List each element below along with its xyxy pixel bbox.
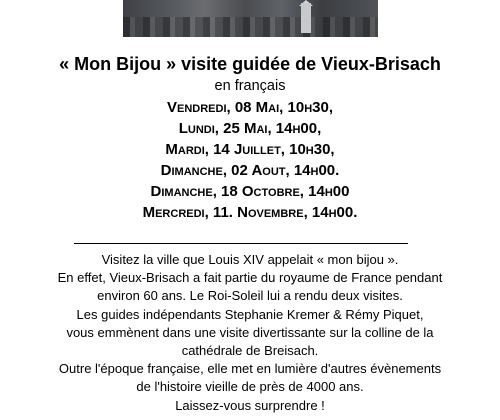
photo-rooftops (123, 17, 378, 37)
description-line: environ 60 ans. Le Roi-Soleil lui a rendu deux visites. (97, 288, 403, 304)
divider-rule (74, 243, 408, 244)
description-line: En effet, Vieux-Brisach a fait partie du royaume de France pendant (57, 270, 443, 286)
description-line: de l'histoire vieille de près de 4000 ans. (136, 379, 364, 395)
description-text (0, 251, 500, 415)
description-line: Visitez la ville que Louis XIV appelait « mon bijou ». (101, 252, 399, 267)
tour-date: Mardi, 14 Juillet, 10h30, (165, 141, 335, 158)
tour-dates-list (0, 97, 500, 223)
description-line: Laissez-vous surprendre ! (175, 397, 325, 413)
tour-date: Lundi, 25 Mai, 14h00, (178, 120, 322, 137)
tour-date: Vendredi, 08 Mai, 10h30, (166, 99, 333, 116)
tour-date: Mercredi, 11. Novembre, 14h00. (142, 204, 358, 221)
description-line: vous emmènent dans une visite divertissante sur la colline de la (66, 324, 434, 340)
tour-date: Dimanche, 18 Octobre, 14h00 (150, 183, 350, 200)
photo-cathedral-spire (301, 3, 311, 33)
description-line: Les guides indépendants Stephanie Kremer & Rémy Piquet, (76, 306, 424, 322)
page-title: « Mon Bijou » visite guidée de Vieux-Brisach (59, 54, 441, 74)
language-note: en français (214, 78, 286, 94)
city-photo (123, 0, 378, 37)
description-line: Outre l'époque française, elle met en lumière d'autres évènements (58, 361, 442, 377)
tour-date: Dimanche, 02 Aout, 14h00. (160, 162, 340, 179)
description-line: cathédrale de Breisach. (181, 342, 319, 358)
